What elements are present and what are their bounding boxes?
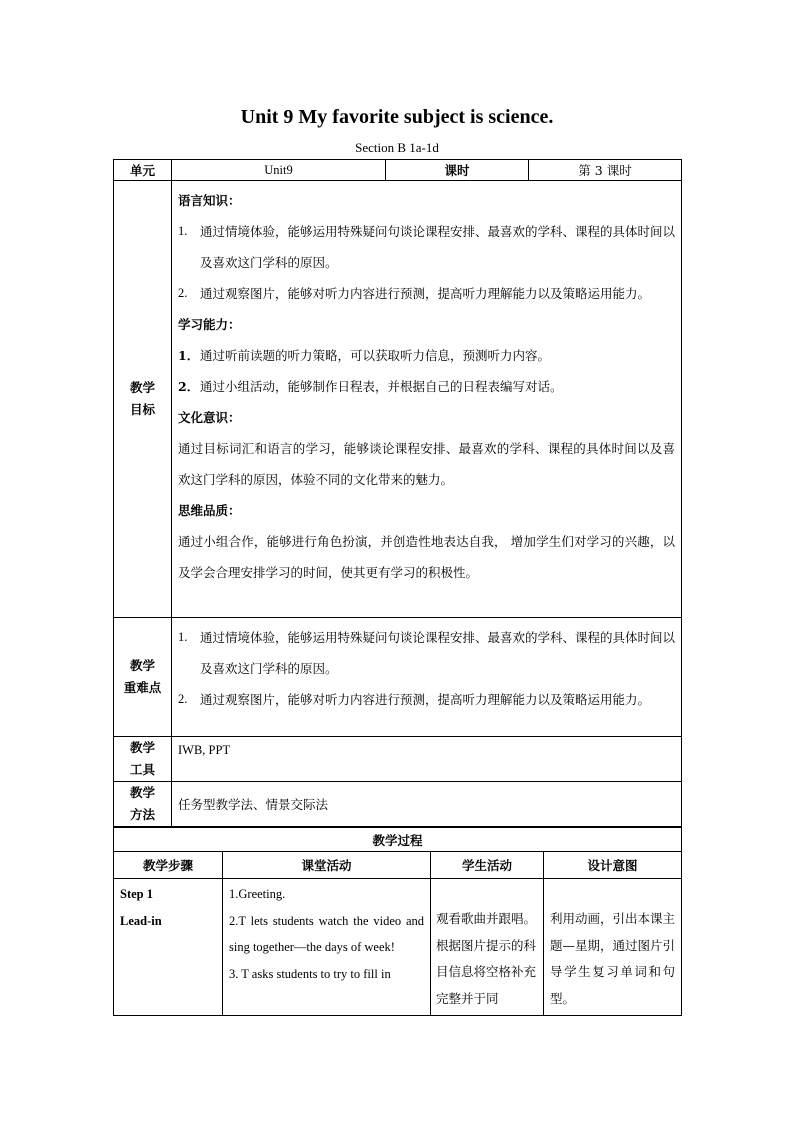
item-text: 通过观察图片，能够对听力内容进行预测，提高听力理解能力以及策略运用能力。 [200,286,651,301]
process-table [113,827,682,1016]
activity-cell [223,879,431,1016]
item-text: 通过观察图片，能够对听力内容进行预测，提高听力理解能力以及策略运用能力。 [200,692,651,707]
item-text: 通过情境体验，能够运用特殊疑问句谈论课程安排、最喜欢的学科、课程的具体时间以及喜欢这门学科的原因。 [200,630,676,676]
step-number: Step 1 [120,887,153,901]
objectives-content [172,181,682,618]
ability-item [178,371,675,402]
key-points-row [114,618,682,737]
key-point-item [178,622,675,684]
period-value: 第 3 课时 [529,160,682,181]
column-header: 设计意图 [544,852,682,879]
item-number: 2. [178,692,188,706]
tools-row [114,737,682,782]
item-text: 通过情境体验，能够运用特殊疑问句谈论课程安排、最喜欢的学科、课程的具体时间以及喜欢这门学科的原因。 [200,224,676,270]
item-number: 1. [178,630,188,644]
column-header: 学生活动 [431,852,544,879]
step-cell [114,879,223,1016]
student-activity-cell: 观看歌曲并跟唱。根据图片提示的科目信息将空格补充完整并于同 [431,879,544,1016]
column-header: 教学步骤 [114,852,223,879]
process-title-row [114,828,682,852]
ability-title: 学习能力： [178,317,241,332]
tools-value: IWB, PPT [172,737,682,782]
tools-label: 教学 工具 [114,737,172,782]
language-title: 语言知识： [178,193,241,208]
objectives-row [114,181,682,618]
culture-title: 文化意识： [178,410,241,425]
methods-row [114,782,682,827]
lesson-plan-table [113,159,682,827]
process-title: 教学过程 [114,828,682,852]
document-subtitle: Section B 1a-1d [355,140,439,155]
item-text: 通过小组活动，能够制作日程表，并根据自己的日程表编写对话。 [200,379,563,394]
item-number: 1． [178,348,200,363]
unit-label: 单元 [114,160,172,181]
unit-value: Unit9 [172,160,386,181]
key-point-item [178,684,675,715]
period-label: 课时 [386,160,529,181]
design-intent-cell: 利用动画，引出本课主题—星期，通过图片引导学生复习单词和句型。 [544,879,682,1016]
document-title: Unit 9 My favorite subject is science. [240,106,554,128]
item-number: 2. [178,286,188,300]
activity-line: 2.T lets students watch the video and sing together—the days of week! [229,913,424,954]
objectives-label: 教学 目标 [114,181,172,618]
process-header-row [114,852,682,879]
activity-line: 3. T asks students to try to fill in [229,966,391,981]
key-points-content [172,618,682,737]
methods-value: 任务型教学法、情景交际法 [172,782,682,827]
step-row [114,879,682,1016]
culture-text: 通过目标词汇和语言的学习，能够谈论课程安排、最喜欢的学科、课程的具体时间以及喜欢这门学科的原因，体验不同的文化带来的魅力。 [178,441,675,487]
activity-line: 1.Greeting. [229,887,286,901]
key-points-label: 教学 重难点 [114,618,172,737]
ability-item [178,340,675,371]
language-item [178,216,675,278]
column-header: 课堂活动 [223,852,431,879]
item-number: 1. [178,224,188,238]
language-item [178,278,675,309]
step-name: Lead-in [120,914,162,928]
item-number: 2． [178,379,200,394]
header-row [114,160,682,181]
item-text: 通过听前读题的听力策略，可以获取听力信息，预测听力内容。 [200,348,551,363]
thinking-text: 通过小组合作，能够进行角色扮演，并创造性地表达自我， 增加学生们对学习的兴趣，以及学会合理安排学习的时间，使其更有学习的积极性。 [178,534,675,580]
methods-label: 教学 方法 [114,782,172,827]
thinking-title: 思维品质： [178,503,241,518]
